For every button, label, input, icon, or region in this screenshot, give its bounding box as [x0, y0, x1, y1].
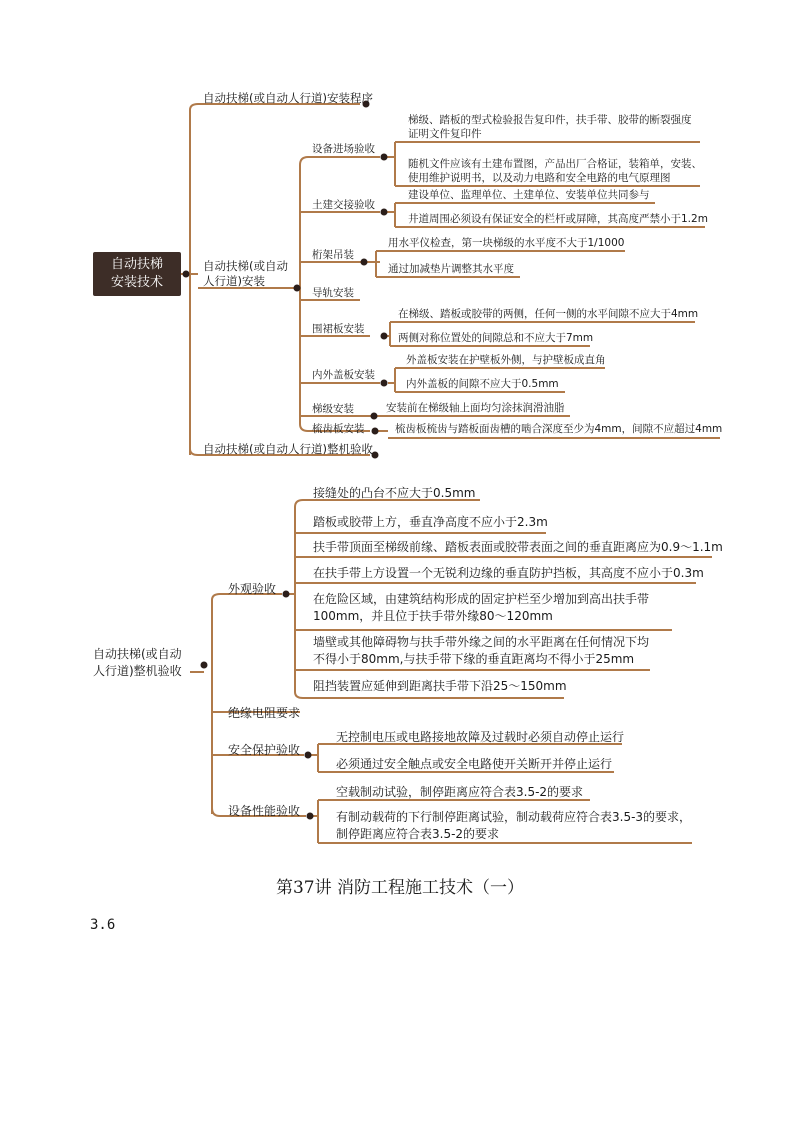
leaf-text: 在梯级、踏板或胶带的两侧，任何一侧的水平间隙不应大于4mm — [398, 308, 699, 320]
leaf-text: 外盖板安装在护壁板外侧，与护壁板成直角 — [406, 354, 606, 366]
leaf-text: 在扶手带上方设置一个无锐利边缘的垂直防护挡板，其高度不应小于0.3m — [313, 566, 704, 580]
branch-install: 自动扶梯(或自动 人行道)安装 — [203, 259, 288, 288]
node-safety-protection-acceptance: 安全保护验收 — [228, 743, 301, 757]
mindmap-root — [93, 252, 181, 296]
node-insulation-resistance: 绝缘电阻要求 — [228, 706, 301, 720]
leaf-text: 梯级、踏板的型式检验报告复印件，扶手带、胶带的断裂强度 证明文件复印件 — [408, 114, 692, 140]
node-rail-installation: 导轨安装 — [312, 287, 354, 299]
branch-install-procedure: 自动扶梯(或自动人行道)安装程序 — [203, 91, 373, 105]
leaf-text: 无控制电压或电路接地故障及过载时必须自动停止运行 — [336, 730, 625, 744]
leaf-text: 在危险区域，由建筑结构形成的固定护栏至少增加到高出扶手带 100mm，并且位于扶手带外缘80～120mm — [313, 592, 650, 623]
node-step-installation: 梯级安装 — [312, 403, 354, 415]
node-truss-hoisting: 桁架吊装 — [312, 249, 354, 261]
leaf-text: 接缝处的凸台不应大于0.5mm — [313, 486, 476, 500]
leaf-text: 建设单位、监理单位、土建单位、安装单位共同参与 — [408, 189, 650, 201]
node-deck-board-installation: 内外盖板安装 — [312, 369, 375, 381]
branch-final-acceptance: 自动扶梯(或自动人行道)整机验收 — [203, 442, 373, 456]
node-appearance-acceptance: 外观验收 — [228, 582, 277, 596]
node-equipment-entry-acceptance: 设备进场验收 — [312, 143, 375, 155]
leaf-text: 用水平仪检查，第一块梯级的水平度不大于1/1000 — [388, 237, 625, 249]
leaf-text: 两侧对称位置处的间隙总和不应大于7mm — [398, 332, 594, 344]
lecture-caption: 第37讲 消防工程施工技术（一） — [275, 878, 525, 898]
leaf-text: 随机文件应该有土建布置图，产品出厂合格证，装箱单，安装、 使用维护说明书，以及动力电路和安全电路的电气原理图 — [408, 158, 702, 184]
root-label: 自动扶梯 安装技术 — [110, 257, 163, 290]
section-number: 3.6 — [90, 917, 116, 933]
leaf-text: 阻挡装置应延伸到距离扶手带下沿25～150mm — [313, 679, 567, 693]
leaf-text: 内外盖板的间隙不应大于0.5mm — [406, 378, 559, 390]
mindmap2-root: 自动扶梯(或自动 人行道)整机验收 — [93, 647, 182, 678]
leaf-text: 安装前在梯级轴上面均匀涂抹润滑油脂 — [386, 402, 565, 414]
node-comb-plate-installation: 梳齿板安装 — [312, 423, 365, 435]
leaf-text: 扶手带顶面至梯级前缘、踏板表面或胶带表面之间的垂直距离应为0.9～1.1m — [313, 540, 723, 554]
leaf-text: 空载制动试验，制停距离应符合表3.5-2的要求 — [336, 785, 584, 799]
leaf-text: 梳齿板梳齿与踏板面齿槽的啮合深度至少为4mm，间隙不应超过4mm — [395, 423, 723, 435]
leaf-text: 通过加减垫片调整其水平度 — [388, 263, 514, 275]
leaf-text: 井道周围必须设有保证安全的栏杆或屏障，其高度严禁小于1.2m — [408, 213, 708, 225]
leaf-text: 有制动载荷的下行制停距离试验，制动载荷应符合表3.5-3的要求， 制停距离应符合表3.5-2的要求 — [336, 810, 692, 841]
leaf-text: 必须通过安全触点或安全电路使开关断开并停止运行 — [336, 757, 613, 771]
node-performance-acceptance: 设备性能验收 — [228, 804, 301, 818]
node-civil-handover: 土建交接验收 — [312, 199, 375, 211]
leaf-text: 踏板或胶带上方，垂直净高度不应小于2.3m — [313, 515, 548, 529]
leaf-text: 墙壁或其他障碍物与扶手带外缘之间的水平距离在任何情况下均 不得小于80mm,与扶手带下缘的垂直距离均不得小于25mm — [313, 635, 650, 666]
node-skirt-panel-installation: 围裙板安装 — [312, 323, 365, 335]
